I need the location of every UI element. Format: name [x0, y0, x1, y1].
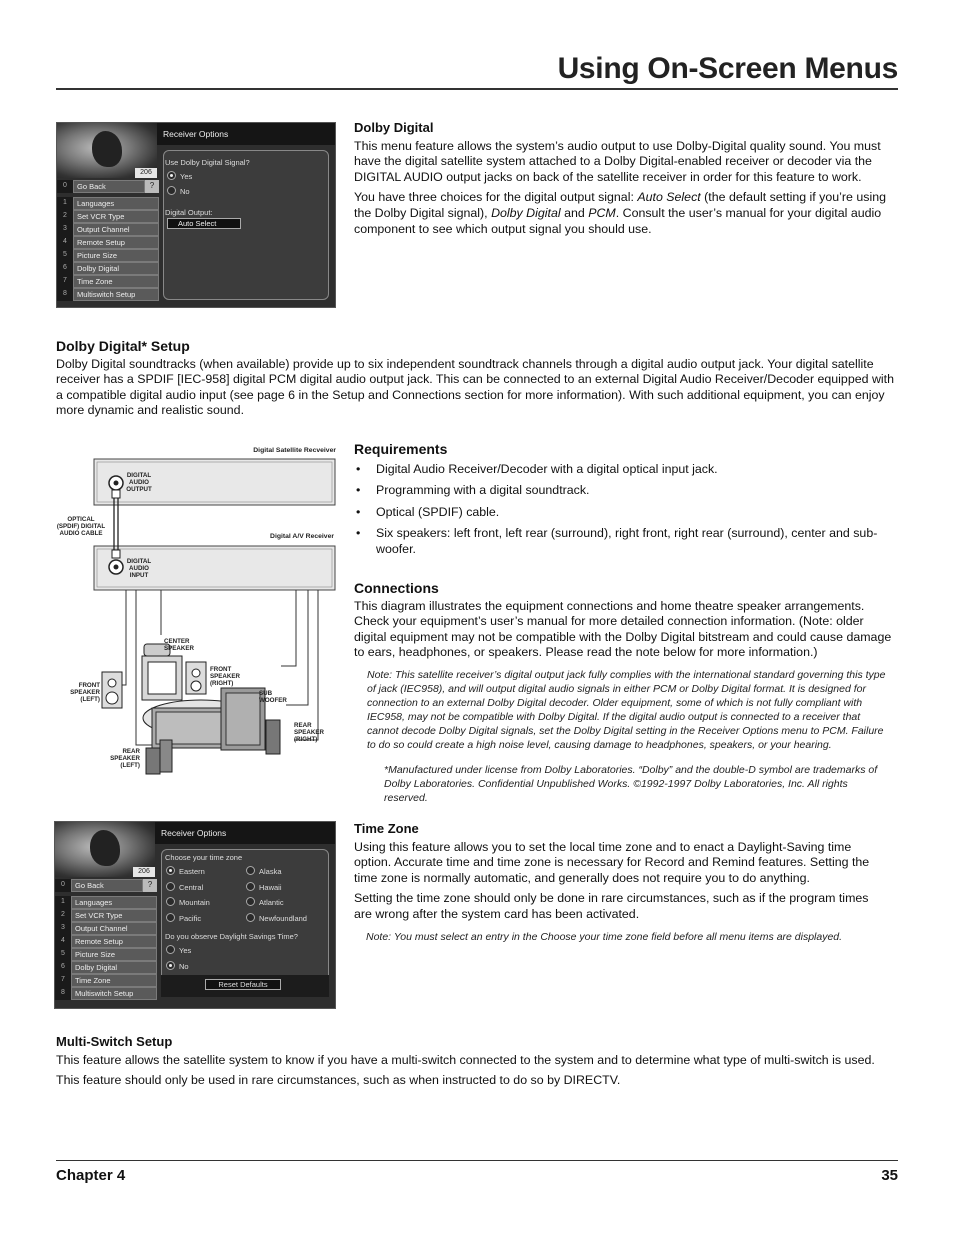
setup-paragraph: Dolby Digital soundtracks (when available) provide up to six independent soundtrack channels through a digital audio output jack. Your digital satellite receiver has a SPDIF [IEC-958] digital PCM digital audio output jack. This can be connected to an external Digital Audio Receiver/Decoder equipped with a compatible digital audio input (see page 6 in the Setup and Connections section for more information). With such additional equipment, you can enjoy more dynamic and realistic sound. — [56, 356, 894, 418]
multiswitch-heading: Multi-Switch Setup — [56, 1034, 173, 1049]
multiswitch-section — [56, 1034, 898, 1094]
radio-no[interactable] — [167, 186, 176, 195]
radio-zone-2[interactable] — [166, 897, 175, 906]
timezone-note: Note: You must select an entry in the Choose your time zone field before all menu items are displayed. — [366, 931, 843, 943]
menu-items — [55, 879, 157, 1000]
radio-dst-yes-label: Yes — [179, 946, 192, 955]
menu-item-goback[interactable]: 0 Go Back ? — [57, 180, 159, 193]
radio-dst-no-label: No — [179, 962, 189, 971]
menu-item[interactable]: 1 Languages — [57, 197, 159, 210]
menu-item[interactable]: 7 Time Zone — [55, 974, 157, 987]
radio-zone-6[interactable] — [246, 897, 255, 906]
connections-section — [354, 581, 898, 666]
page-title: Using On-Screen Menus — [557, 52, 898, 85]
timezone-p2: Setting the time zone should only be done in rare circumstances, such as if the program times are wrong after the system card has been activated. — [354, 891, 869, 921]
help-icon: ? — [143, 879, 157, 892]
list-item: • Optical (SPDIF) cable. — [354, 505, 898, 521]
radio-yes[interactable] — [167, 171, 176, 180]
channel-number: 206 — [135, 168, 157, 178]
radio-zone-2-label: Mountain — [179, 898, 210, 907]
license-note: *Manufactured under license from Dolby Laboratories. “Dolby” and the double-D symbol are trademarks of Dolby Laboratories. Confidential Unpublished Works. ©1992-1997 Dolby Laboratories, Inc. All rights reserved. — [384, 764, 878, 804]
setup-section — [56, 339, 898, 424]
footer-rule — [56, 1160, 898, 1161]
list-item: • Digital Audio Receiver/Decoder with a digital optical input jack. — [354, 462, 898, 478]
radio-zone-1[interactable] — [166, 882, 175, 891]
dolby-p1: This menu feature allows the system’s audio output to use Dolby-Digital quality sound. You must have the digital satellite system attached to a Dolby Digital-enabled receiver or decoder via the DIGITAL AUDIO output jacks on back of the satellite receiver in order for this feature to work. — [354, 138, 881, 184]
multiswitch-p1: This feature allows the satellite system to know if you have a multi-switch connected to the system and to determine what type of multi-switch is used. — [56, 1052, 875, 1067]
front-right-label: FRONT SPEAKER (RIGHT) — [210, 666, 240, 687]
reset-defaults-button[interactable]: Reset Defaults — [205, 979, 281, 990]
help-icon: ? — [145, 180, 159, 193]
digital-output-label: Digital Output: — [165, 208, 213, 217]
digital-output-field[interactable]: Auto Select — [167, 218, 241, 229]
connections-paragraph: This diagram illustrates the equipment connections and home theatre speaker arrangements. Check your equipment’s user’s manual for more detailed connection information. (Note: older digital equipment may not be compatible with the Dolby Digital bitstream and could cause damage to ears, headphones, or speakers. Please read the note below for more information.) — [354, 598, 892, 660]
dolby-p2: You have three choices for the digital output signal: Auto Select (the default setting if you’re using the Dolby Digital signal), Dolby Digital and PCM. Consult the user’s manual for your digital audio component to see which output signal you should use. — [354, 190, 886, 236]
menu-item-goback[interactable]: 0 Go Back ? — [55, 879, 157, 892]
radio-zone-5[interactable] — [246, 882, 255, 891]
setup-heading: Dolby Digital* Setup — [56, 338, 190, 354]
radio-zone-3[interactable] — [166, 913, 175, 922]
menu-item[interactable]: 1 Languages — [55, 896, 157, 909]
menu-item[interactable]: 3 Output Channel — [57, 223, 159, 236]
menu-item[interactable]: 8 Multiswitch Setup — [57, 288, 159, 301]
menu-items — [57, 180, 159, 301]
input-jack-label: DIGITAL AUDIO INPUT — [126, 558, 152, 579]
connections-note: Note: This satellite receiver’s digital output jack fully complies with the international standard governing this type of jack (IEC958), and will output digital audio signals in either PCM or Dolby Digital format. It is designed for connection to an external Dolby Digital decoder. Older equipment, some of which is not fully compliant with IEC958, may not be compatible with Dolby Digital. If the digital audio output is connected to a receiver that cannot decode Dolby Digital signals, set the Dolby Digital setting in the Receiver Options menu to PCM. Failure to do so could create a high noise level, causing damage to headphones, speakers, or your hearing. — [367, 669, 886, 751]
connections-heading: Connections — [354, 580, 439, 596]
radio-zone-7[interactable] — [246, 913, 255, 922]
radio-zone-5-label: Hawaii — [259, 883, 282, 892]
cable-label: OPTICAL (SPDIF) DIGITAL AUDIO CABLE — [56, 516, 106, 537]
radio-zone-7-label: Newfoundland — [259, 914, 307, 923]
menu-item[interactable]: 5 Picture Size — [57, 249, 159, 262]
requirements-section — [354, 442, 898, 564]
connection-diagram — [56, 440, 346, 780]
timezone-menu-screenshot — [54, 821, 336, 1009]
radio-zone-4[interactable] — [246, 866, 255, 875]
dolby-heading: Dolby Digital — [354, 120, 434, 135]
output-jack-label: DIGITAL AUDIO OUTPUT — [126, 472, 152, 493]
footer-page-number: 35 — [881, 1167, 898, 1184]
dolby-section — [354, 120, 898, 242]
timezone-title: Choose your time zone — [165, 853, 243, 862]
menu-item[interactable]: 8 Multiswitch Setup — [55, 987, 157, 1000]
radio-dst-no[interactable] — [166, 961, 175, 970]
menu-item[interactable]: 4 Remote Setup — [57, 236, 159, 249]
radio-no-label: No — [180, 187, 190, 196]
menu-item[interactable]: 4 Remote Setup — [55, 935, 157, 948]
radio-zone-4-label: Alaska — [259, 867, 282, 876]
rear-left-label: REAR SPEAKER (LEFT) — [110, 748, 140, 769]
requirements-heading: Requirements — [354, 441, 448, 457]
radio-zone-6-label: Atlantic — [259, 898, 284, 907]
menu-header: Receiver Options — [157, 123, 335, 145]
front-left-label: FRONT SPEAKER (LEFT) — [70, 682, 100, 703]
menu-item[interactable]: 2 Set VCR Type — [57, 210, 159, 223]
radio-dst-yes[interactable] — [166, 945, 175, 954]
av-receiver-label: Digital A/V Receiver — [270, 533, 334, 540]
dolby-question: Use Dolby Digital Signal? — [165, 158, 250, 167]
radio-zone-3-label: Pacific — [179, 914, 202, 923]
sub-woofer-label: SUB WOOFER — [259, 690, 287, 704]
center-speaker-label: CENTER SPEAKER — [164, 638, 194, 652]
dst-question: Do you observe Daylight Savings Time? — [165, 932, 298, 941]
timezone-p1: Using this feature allows you to set the local time zone and to enact a Daylight-Saving time option. Accurate time and time zone is necessary for Record and Remind features. Setting the time zone is normally automatic, and generally does not require you to do anything. — [354, 839, 870, 885]
menu-item[interactable]: 2 Set VCR Type — [55, 909, 157, 922]
menu-item[interactable]: 6 Dolby Digital — [55, 961, 157, 974]
footer-chapter: Chapter 4 — [56, 1167, 126, 1184]
requirements-list — [354, 462, 898, 558]
sat-receiver-label: Digital Satellite Recveiver — [253, 447, 336, 454]
list-item: • Programming with a digital soundtrack. — [354, 483, 898, 499]
header-rule — [56, 88, 898, 90]
menu-item[interactable]: 3 Output Channel — [55, 922, 157, 935]
radio-zone-0-label: Eastern — [179, 867, 205, 876]
menu-item[interactable]: 5 Picture Size — [55, 948, 157, 961]
radio-zone-0[interactable] — [166, 866, 175, 875]
radio-zone-1-label: Central — [179, 883, 204, 892]
menu-header: Receiver Options — [155, 822, 335, 844]
timezone-heading: Time Zone — [354, 821, 419, 836]
dolby-menu-screenshot — [56, 122, 336, 308]
list-item: • Six speakers: left front, left rear (surround), right front, right rear (surround), center and sub-woofer. — [354, 526, 898, 557]
radio-yes-label: Yes — [180, 172, 193, 181]
timezone-section — [354, 821, 884, 928]
multiswitch-p2: This feature should only be used in rare circumstances, such as when instructed to do so by DIRECTV. — [56, 1073, 621, 1088]
channel-number: 206 — [133, 867, 155, 877]
menu-item[interactable]: 6 Dolby Digital — [57, 262, 159, 275]
rear-right-label: REAR SPEAKER (RIGHT) — [294, 722, 324, 743]
menu-item[interactable]: 7 Time Zone — [57, 275, 159, 288]
